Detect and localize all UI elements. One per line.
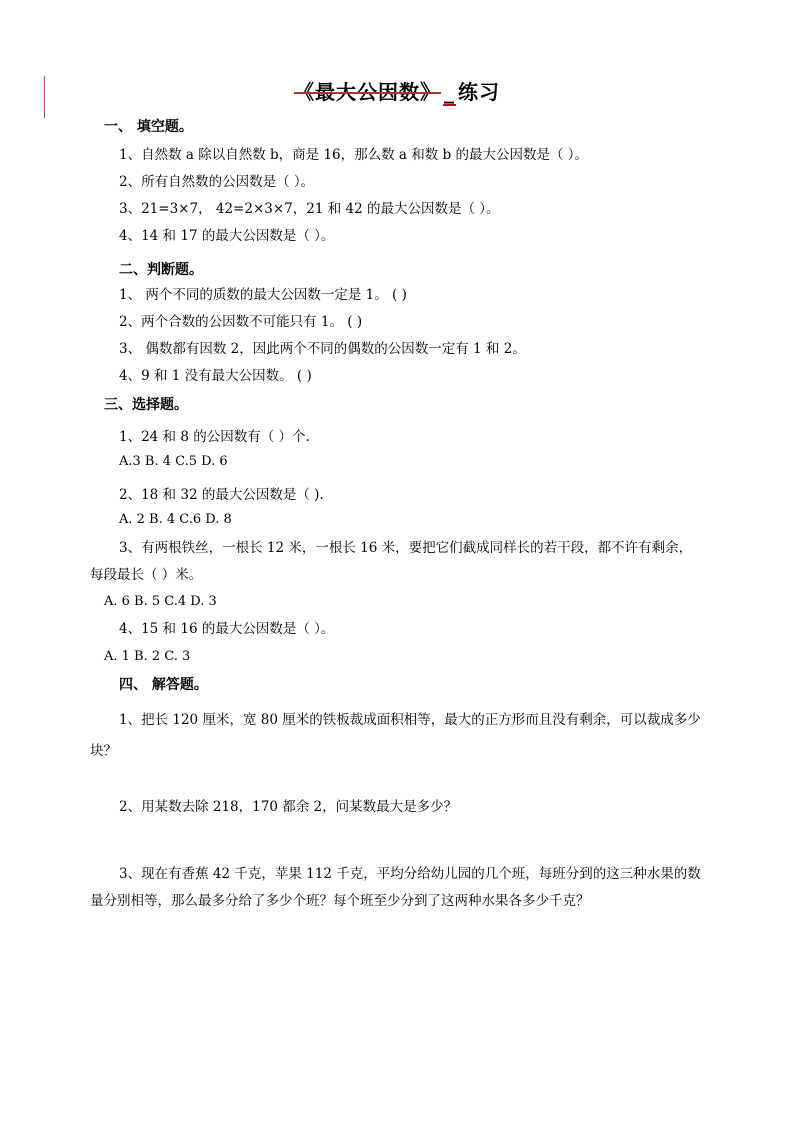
section-heading-fill-blank: 一、 填空题。 <box>104 119 193 135</box>
question-text: 4、9 和 1 没有最大公因数。 ( ) <box>119 368 312 384</box>
answer-options: A. 2 B. 4 C.6 D. 8 <box>119 512 232 527</box>
section-heading-word-problems: 四、 解答题。 <box>119 677 208 693</box>
title-separator: _ <box>444 80 455 104</box>
question-text: 3、 偶数都有因数 2，因此两个不同的偶数的公因数一定有 1 和 2。 <box>119 341 526 357</box>
question-text: 1、自然数 a 除以自然数 b，商是 16，那么数 a 和数 b 的最大公因数是（ ）。 <box>119 147 589 163</box>
section-heading-true-false: 二、判断题。 <box>119 262 203 278</box>
question-text: 每段最长（ ）米。 <box>90 567 203 583</box>
question-text: 1、把长 120 厘米，宽 80 厘米的铁板裁成面积相等，最大的正方形而且没有剩余，可以裁成多少 <box>119 712 701 728</box>
question-text: 2、所有自然数的公因数是（ ）。 <box>119 174 315 190</box>
question-text: 2、18 和 32 的最大公因数是（ ). <box>119 487 324 503</box>
answer-options: A. 6 B. 5 C.4 D. 3 <box>104 594 217 609</box>
answer-options: A. 1 B. 2 C. 3 <box>104 649 191 664</box>
section-heading-multiple-choice: 三、选择题。 <box>104 397 188 413</box>
title-main: 《最大公因数》 <box>294 80 441 104</box>
question-text: 块？ <box>90 743 117 759</box>
title-suffix: 练习 <box>458 80 500 104</box>
question-text: 2、两个合数的公因数不可能只有 1。 ( ) <box>119 314 363 330</box>
question-text: 4、15 和 16 的最大公因数是（ ）。 <box>119 621 335 637</box>
question-text: 1、24 和 8 的公因数有（ ）个. <box>119 429 310 445</box>
question-text: 3、现在有香蕉 42 千克，苹果 112 千克，平均分给幼儿园的几个班，每班分到的这三种水果的数 <box>119 866 701 882</box>
answer-options: A.3 B. 4 C.5 D. 6 <box>119 454 228 469</box>
question-text: 3、有两根铁丝，一根长 12 米，一根长 16 米，要把它们截成同样长的若干段，都不许有剩余， <box>119 540 693 556</box>
question-text: 量分别相等，那么最多分给了多少个班？每个班至少分到了这两种水果各多少千克？ <box>90 893 590 909</box>
question-text: 4、14 和 17 的最大公因数是（ ）。 <box>119 228 335 244</box>
question-text: 2、用某数去除 218，170 都余 2，问某数最大是多少？ <box>119 799 458 815</box>
question-text: 1、 两个不同的质数的最大公因数一定是 1。 ( ) <box>119 287 407 303</box>
question-text: 3、21=3×7， 42=2×3×7，21 和 42 的最大公因数是（ ）。 <box>119 201 500 217</box>
page-title <box>0 76 794 105</box>
